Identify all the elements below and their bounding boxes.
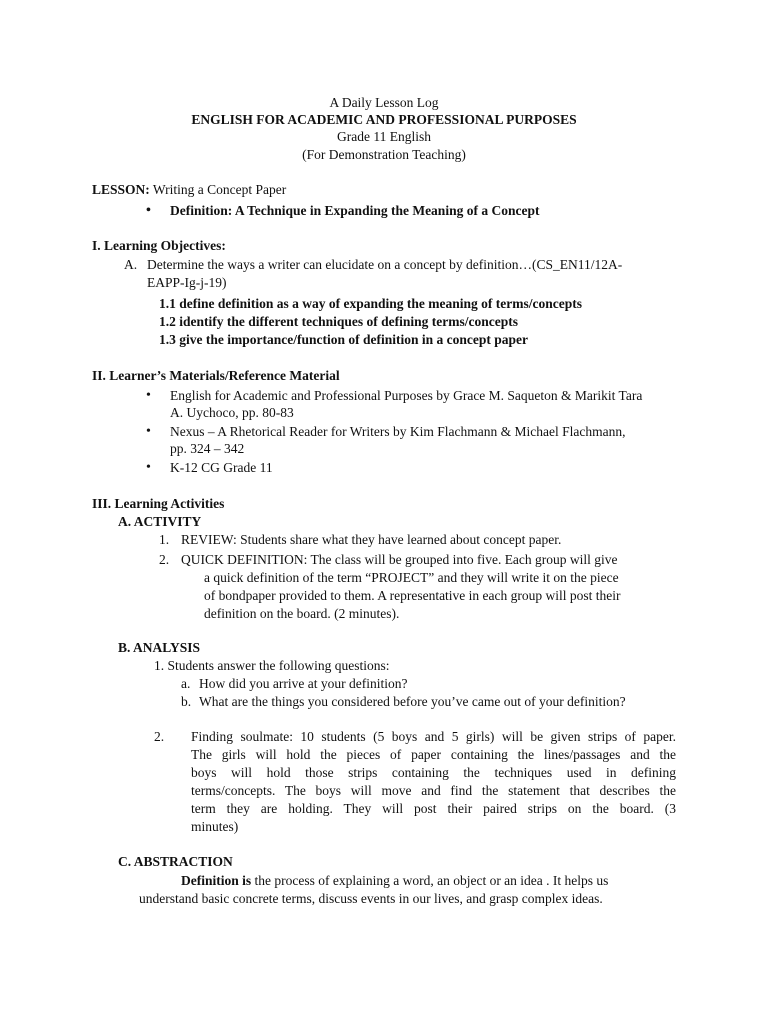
objectives-heading: I. Learning Objectives:	[92, 238, 226, 253]
analysis-item2-line4: terms/concepts. The boys will move and find the statement that describes the	[191, 783, 676, 798]
lesson-line	[92, 181, 286, 198]
lesson-title: Writing a Concept Paper	[152, 182, 287, 197]
analysis-heading: B. ANALYSIS	[118, 640, 201, 655]
objective-item: 1.1 define definition as a way of expanding the meaning of terms/concepts	[159, 296, 582, 311]
abstraction-heading: C. ABSTRACTION	[118, 854, 233, 869]
activities-heading: III. Learning Activities	[92, 496, 225, 511]
grade-level: Grade 11 English	[337, 129, 431, 144]
abstraction-line2: understand basic concrete terms, discuss events in our lives, and grasp complex ideas.	[139, 891, 603, 906]
lesson-bullet: • Definition: A Technique in Expanding the Meaning of a Concept	[170, 202, 539, 219]
material-2-line1: • Nexus – A Rhetorical Reader for Writers by Kim Flachmann & Michael Flachmann,	[170, 423, 625, 440]
material-1-line1: • English for Academic and Professional Purposes by Grace M. Saqueton & Marikit Tara	[170, 387, 642, 404]
question-b: What are the things you considered before you’ve came out of your definition?	[199, 694, 626, 709]
abstraction-line1	[181, 872, 608, 889]
lesson-label: LESSON:	[92, 182, 150, 197]
objective-a-line2: EAPP-Ig-j-19)	[147, 275, 227, 290]
analysis-item2-line2: The girls will hold the pieces of paper containing the lines/passages and the	[191, 747, 676, 762]
activity-heading: A. ACTIVITY	[118, 514, 202, 529]
activity-item2-line4: definition on the board. (2 minutes).	[204, 606, 400, 621]
activity-item2-marker: 2.	[159, 552, 170, 567]
abstraction-line1-rest: the process of explaining a word, an object or an idea . It helps us	[251, 873, 609, 888]
activity-item2-line3: of bondpaper provided to them. A representative in each group will post their	[204, 588, 621, 603]
material-2-line2: pp. 324 – 342	[170, 441, 245, 456]
course-title: ENGLISH FOR ACADEMIC AND PROFESSIONAL PURPOSES	[191, 112, 577, 127]
definition-term: Definition is	[181, 873, 252, 888]
analysis-item1: 1. Students answer the following questions:	[154, 658, 390, 673]
activity-item1-marker: 1.	[159, 532, 170, 547]
question-a-marker: a.	[181, 676, 191, 691]
objective-item: 1.3 give the importance/function of definition in a concept paper	[159, 332, 528, 347]
doc-title: A Daily Lesson Log	[329, 95, 439, 110]
activity-item1: REVIEW: Students share what they have learned about concept paper.	[181, 532, 562, 547]
activity-item2-line1: QUICK DEFINITION: The class will be grouped into five. Each group will give	[181, 552, 618, 567]
teaching-note: (For Demonstration Teaching)	[302, 147, 466, 162]
analysis-item2-line3: boys will hold those strips containing the techniques used in defining	[191, 765, 676, 780]
question-a: How did you arrive at your definition?	[199, 676, 408, 691]
objective-a-line1: Determine the ways a writer can elucidate on a concept by definition…(CS_EN11/12A-	[147, 257, 623, 272]
analysis-item2-marker: 2.	[154, 729, 165, 744]
analysis-item2-line6: minutes)	[191, 819, 239, 834]
objective-a-marker: A.	[124, 257, 138, 272]
activity-item2-line2: a quick definition of the term “PROJECT” and they will write it on the piece	[204, 570, 619, 585]
material-3: • K-12 CG Grade 11	[170, 459, 273, 476]
analysis-item2-line5: term they are holding. They will post their paired strips on the board. (3	[191, 801, 676, 816]
analysis-item2-line1: Finding soulmate: 10 students (5 boys and 5 girls) will be given strips of paper.	[191, 729, 676, 744]
objective-item: 1.2 identify the different techniques of defining terms/concepts	[159, 314, 518, 329]
material-1-line2: A. Uychoco, pp. 80-83	[170, 405, 294, 420]
question-b-marker: b.	[181, 694, 192, 709]
materials-heading: II. Learner’s Materials/Reference Material	[92, 368, 340, 383]
